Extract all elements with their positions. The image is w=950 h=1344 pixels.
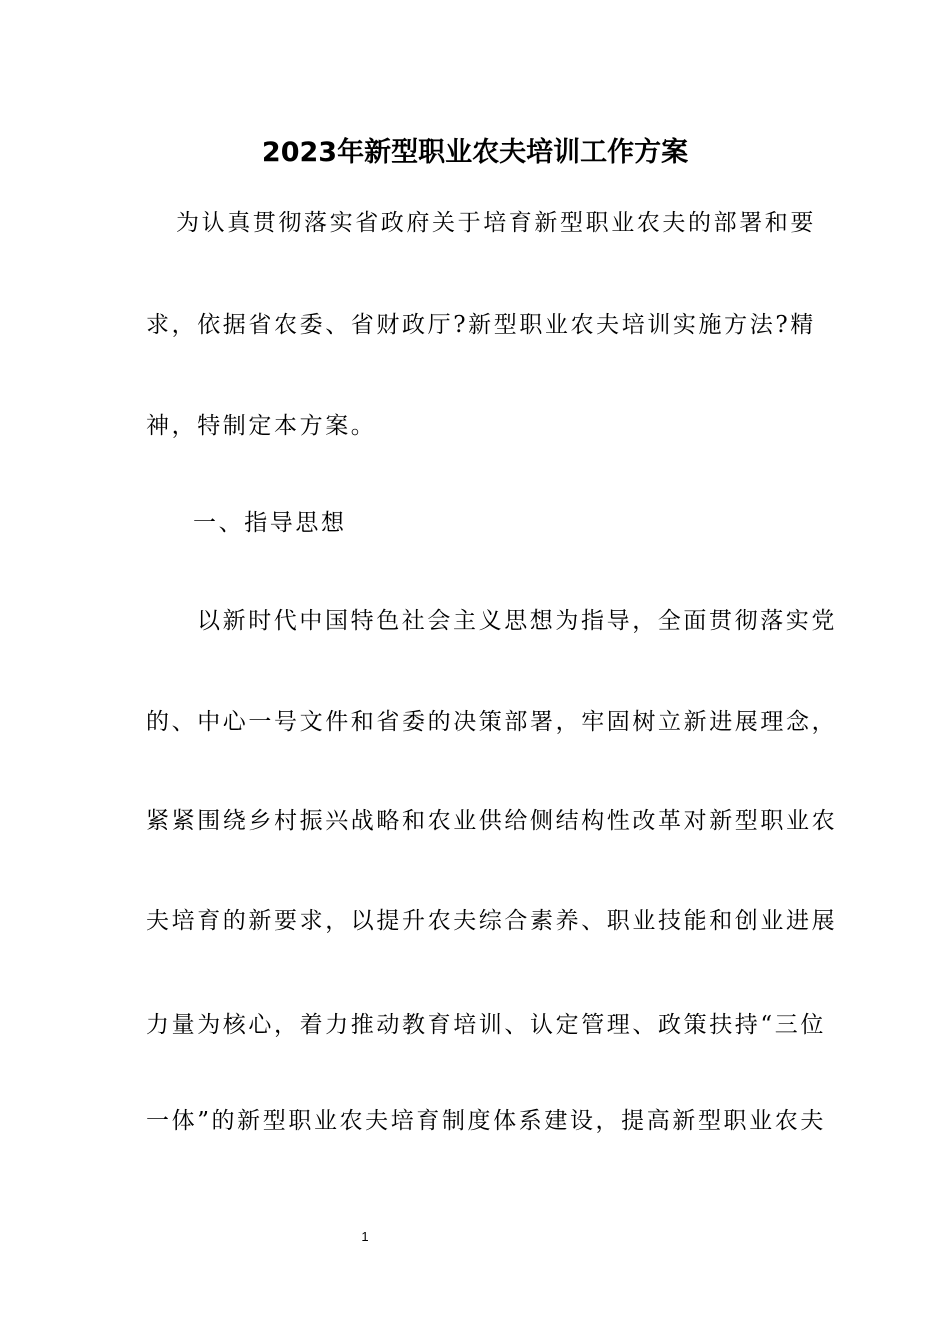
paragraph-line: 神，特制定本方案。 xyxy=(146,413,377,439)
paragraph-line: 力量为核心，着力推动教育培训、认定管理、政策扶持“三位 xyxy=(146,1012,826,1038)
paragraph-line: 一体”的新型职业农夫培育制度体系建设，提高新型职业农夫 xyxy=(146,1108,826,1134)
paragraph-line: 夫培育的新要求，以提升农夫综合素养、职业技能和创业进展 xyxy=(146,908,838,934)
page-title: 2023年新型职业农夫培训工作方案 xyxy=(261,137,689,168)
page-number: 1 xyxy=(361,1229,369,1244)
paragraph-line: 以新时代中国特色社会主义思想为指导，全面贯彻落实党 xyxy=(197,608,837,634)
paragraph-line: 求，依据省农委、省财政厅?新型职业农夫培训实施方法?精 xyxy=(146,312,816,338)
section-heading: 一、指导思想 xyxy=(193,510,347,536)
paragraph-line: 的、中心一号文件和省委的决策部署，牢固树立新进展理念， xyxy=(146,709,838,735)
paragraph-line: 紧紧围绕乡村振兴战略和农业供给侧结构性改革对新型职业农 xyxy=(146,808,838,834)
paragraph-line: 为认真贯彻落实省政府关于培育新型职业农夫的部署和要 xyxy=(176,210,816,236)
